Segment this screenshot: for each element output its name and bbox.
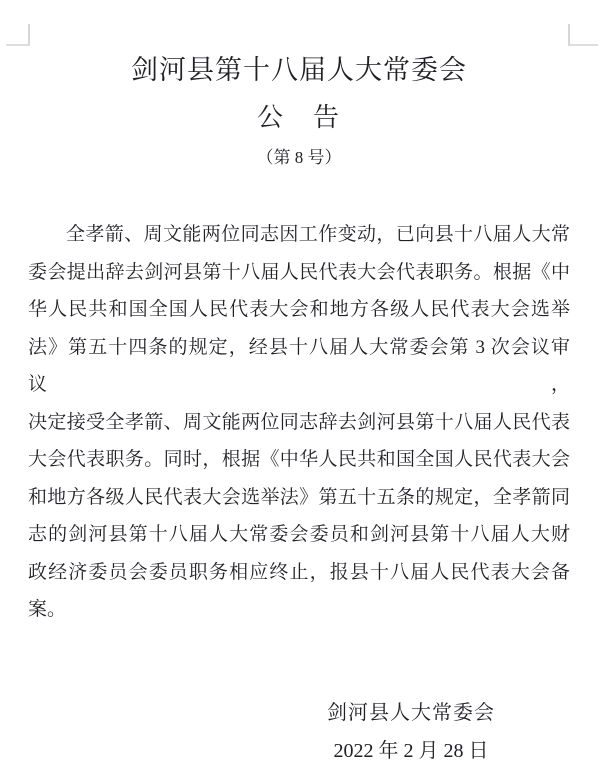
margin-crop-mark-left — [6, 24, 30, 46]
document-title: 剑河县第十八届人大常委会 — [131, 55, 467, 85]
body-line: 法》第五十四条的规定，经县十八届人大常委会第 3 次会议审议， — [28, 336, 570, 395]
body-line: 大会代表职务。同时，根据《中华人民共和国全国人民代表大会 — [28, 449, 570, 470]
body-line: 和地方各级人民代表大会选举法》第五十五条的规定，全孝箭同 — [28, 486, 570, 508]
margin-crop-mark-right — [568, 24, 598, 46]
document-number: （第 8 号） — [256, 148, 342, 167]
body-line: 全孝箭、周文能两位同志因工作变动，已向县十八届人大常 — [66, 224, 570, 245]
body-line: 决定接受全孝箭、周文能两位同志辞去剑河县第十八届人民代表 — [28, 411, 570, 433]
document-type-heading: 公 告 — [256, 103, 341, 132]
issuing-authority: 剑河县人大常委会 — [327, 701, 495, 724]
issue-date: 2022 年 2 月 28 日 — [333, 739, 489, 762]
body-line: 委会提出辞去剑河县第十八届人民代表大会代表职务。根据《中 — [28, 261, 570, 283]
signature-block-inner — [327, 698, 495, 765]
body-line: 政经济委员会委员职务相应终止，报县十八届人民代表大会备 — [28, 561, 570, 583]
announcement-body — [28, 216, 570, 629]
body-line: 志的剑河县第十八届人大常委会委员和剑河县第十八届人大财 — [28, 524, 570, 545]
body-line: 案。 — [28, 599, 67, 620]
body-line: 华人民共和国全国人民代表大会和地方各级人民代表大会选举 — [28, 299, 570, 320]
signature-block — [28, 698, 570, 765]
